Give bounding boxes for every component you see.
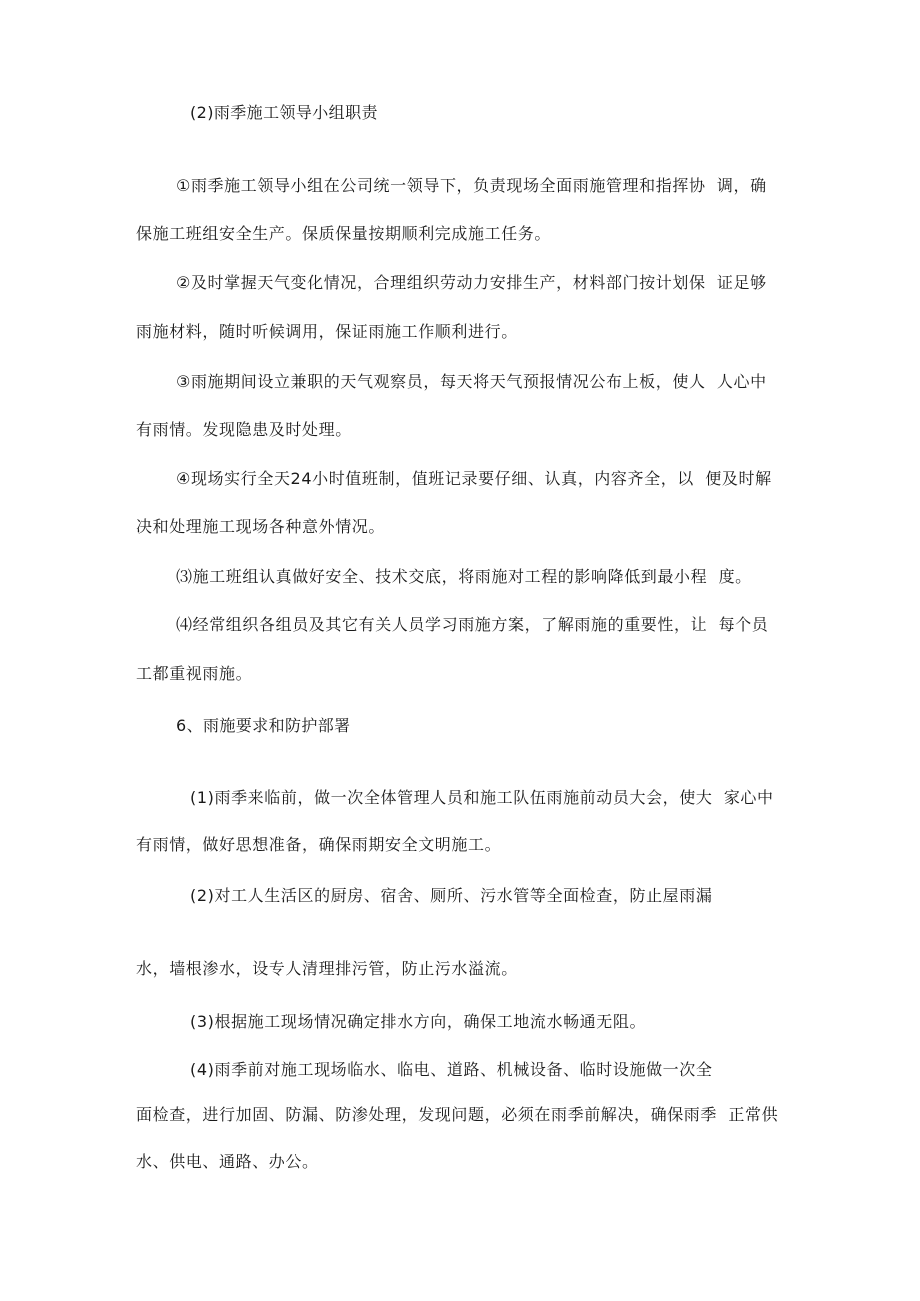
paragraph-duty-2-line-1: ②及时掌握天气变化情况，合理组织劳动力安排生产，材料部门按计划保 证足够 xyxy=(176,273,767,292)
paragraph-requirement-1-line-1: (1)雨季来临前，做一次全体管理人员和施工队伍雨施前动员大会，使大 家心中 xyxy=(190,788,774,807)
paragraph-item-4-line-2: 工都重视雨施。 xyxy=(136,664,253,683)
paragraph-duty-1-line-1: ①雨季施工领导小组在公司统一领导下，负责现场全面雨施管理和指挥协 调，确 xyxy=(176,176,767,195)
paragraph-item-4-line-1: ⑷经常组织各组员及其它有关人员学习雨施方案，了解雨施的重要性，让 每个员 xyxy=(176,615,769,634)
paragraph-requirement-4-line-3: 水、供电、通路、办公。 xyxy=(136,1152,319,1171)
paragraph-duty-3-line-2: 有雨情。发现隐患及时处理。 xyxy=(136,420,352,439)
paragraph-requirement-1-line-2: 有雨情，做好思想准备，确保雨期安全文明施工。 xyxy=(136,835,502,854)
paragraph-duty-4-line-1: ④现场实行全天24小时值班制，值班记录要仔细、认真，内容齐全，以 便及时解 xyxy=(176,469,772,488)
paragraph-requirement-4-line-1: (4)雨季前对施工现场临水、临电、道路、机械设备、临时设施做一次全 xyxy=(190,1060,713,1079)
paragraph-requirement-2-line-1: (2)对工人生活区的厨房、宿舍、厕所、污水管等全面检查，防止屋雨漏 xyxy=(190,886,713,905)
paragraph-duty-2-line-2: 雨施材料，随时听候调用，保证雨施工作顺利进行。 xyxy=(136,322,518,341)
paragraph-duty-3-line-1: ③雨施期间设立兼职的天气观察员，每天将天气预报情况公布上板，使人 人心中 xyxy=(176,372,767,391)
paragraph-requirement-2-line-2: 水，墙根渗水，设专人清理排污管，防止污水溢流。 xyxy=(136,959,518,978)
paragraph-duty-1-line-2: 保施工班组安全生产。保质保量按期顺利完成施工任务。 xyxy=(136,224,552,243)
paragraph-requirement-4-line-2: 面检查，进行加固、防漏、防渗处理，发现问题，必须在雨季前解决，确保雨季 正常供 xyxy=(136,1105,779,1124)
section-heading-rainy-season-team-duties: (2)雨季施工领导小组职责 xyxy=(190,103,378,122)
paragraph-duty-4-line-2: 决和处理施工现场各种意外情况。 xyxy=(136,517,386,536)
paragraph-requirement-3: (3)根据施工现场情况确定排水方向，确保工地流水畅通无阻。 xyxy=(190,1012,647,1031)
paragraph-item-3: ⑶施工班组认真做好安全、技术交底，将雨施对工程的影响降低到最小程 度。 xyxy=(176,567,752,586)
section-heading-rain-requirements: 6、雨施要求和防护部署 xyxy=(176,716,351,735)
